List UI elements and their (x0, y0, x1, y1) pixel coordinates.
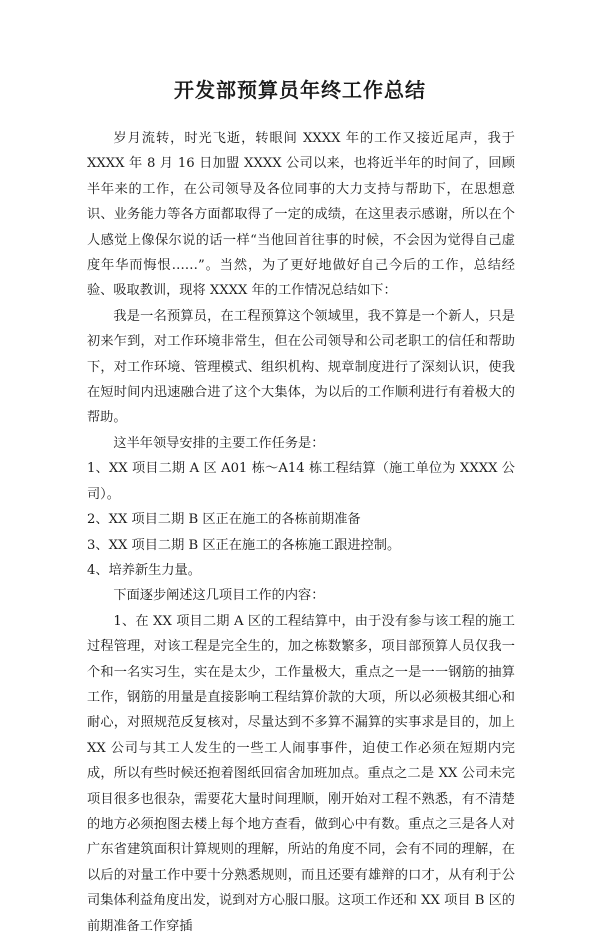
task-item-4: 4、培养新生力量。 (87, 562, 201, 578)
task-item-3: 3、XX 项目二期 B 区正在施工的各栋施工跟进控制。 (87, 537, 401, 553)
paragraph-self-intro: 我是一名预算员，在工程预算这个领域里，我不算是一个新人，只是初来乍到，对工作环境非常生，但在公司领导和公司老职工的信任和帮助下，对工作环境、管理模式、组织机构、规章制度进行了深刻认识，使我在短时间内迅速融合进了这个大集体，为以后的工作顺利进行有着极大的帮助。 (87, 308, 515, 426)
paragraph-detail-1: 1、在 XX 项目二期 A 区的工程结算中，由于没有参与该工程的施工过程管理，对该工程是完全生的，加之栋数繁多，项目部预算人员仅我一个和一名实习生，实在是太少，工作量极大，重点之一是一一钢筋的抽算工作，钢筋的用量是直接影响工程结算价款的大项，所以必须极其细心和耐心，对照规范反复核对，尽量达到不多算不漏算的实事求是目的，加上 XX 公司与其工人发生的一些工人闹事事件，迫使工作必须在短期内完成，所以有些时候还抱着图纸回宿舍加班加点。重点之二是 XX 公司未完项目很多也很杂，需要花大量时间理顺，刚开始对工程不熟悉，有不清楚的地方必须抱图去楼上每个地方查看，做到心中有数。重点之三是各人对广东省建筑面积计算规则的理解，所站的角度不同，会有不同的理解，在以后的对量工作中要十分熟悉规则，而且还要有雄辩的口才，从有利于公司集体利益角度出发，说到对方心服口服。这项工作还和 XX 项目 B 区的前期准备工作穿插 (87, 613, 515, 934)
paragraph-tasks-heading: 这半年领导安排的主要工作任务是： (113, 435, 325, 451)
paragraph-intro: 岁月流转，时光飞逝，转眼间 XXXX 年的工作又接近尾声，我于 XXXX 年 8 月 16 日加盟 XXXX 公司以来，也将近半年的时间了，回顾半年来的工作，在公司领导及各位同事的大力支持与帮助下，在思想意识、业务能力等各方面都取得了一定的成绩，在这里表示感谢，所以在个人感觉上像保尔说的话一样“当他回首往事的时候，不会因为觉得自己虚度年华而悔恨……”。当然，为了更好地做好自己今后的工作，总结经验、吸取教训，现将 XXXX 年的工作情况总结如下： (87, 131, 515, 299)
document-title: 开发部预算员年终工作总结 (174, 78, 426, 102)
document-body (87, 126, 515, 939)
task-item-2: 2、XX 项目二期 B 区正在施工的各栋前期准备 (87, 512, 361, 528)
paragraph-details-heading: 下面逐步阐述这几项目工作的内容： (113, 588, 325, 604)
task-item-1: 1、XX 项目二期 A 区 A01 栋～A14 栋工程结算（施工单位为 XXXX 公司）。 (87, 461, 515, 502)
